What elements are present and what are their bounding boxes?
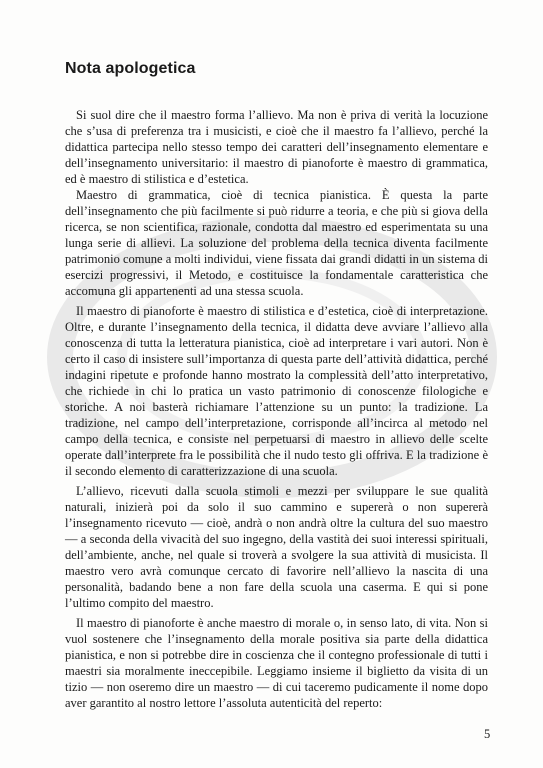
body-text [65,107,488,711]
paragraph-1: Si suol dire che il maestro forma l’allievo. Ma non è priva di verità la locuzione che s’usa di preferenza tra i musicisti, e cioè che il maestro fa l’allievo, perché la didattica partecipa nello stesso tempo dei caratteri dell’insegnamento elementare e dell’insegnamento universitario: il maestro di pianoforte è maestro di grammatica, ed è maestro di stilistica e d’estetica. [65,108,488,186]
page-title: Nota apologetica [65,60,196,77]
paragraph-4: L’allievo, ricevuti dalla scuola stimoli e mezzi per sviluppare le sue qualità naturali, inizierà poi da solo il suo cammino e supererà o non supererà l’insegnamento ricevuto — cioè, andrà o non andrà oltre la cultura del suo maestro — a seconda della vivacità del suo ingegno, della vastità dei suoi interessi spirituali, dell’ambiente, anche, nel quale si troverà a svolgere la sua attività di musicista. Il maestro vero avrà comunque cercato di favorire nell’allievo la nascita di una personalità, badando bene a non fare della scuola una caserma. E qui si pone l’ultimo compito del maestro. [65,484,488,610]
paragraph-3: Il maestro di pianoforte è maestro di stilistica e d’estetica, cioè di interpretazione. Oltre, e durante l’insegnamento della tecnica, il didatta deve avviare l’allievo alla conoscenza di tutta la letteratura pianistica, cioè ad interpretare i vari autori. Non è certo il caso di insistere sull’importanza di questa parte dell’attività didattica, perché indagini ripetute e profonde hanno mostrato la complessità dell’atto interpretativo, che richiede in chi lo pratica un vasto patrimonio di conoscenze filologiche e storiche. A noi basterà richiamare l’attenzione su un punto: la tradizione. La tradizione, nel campo dell’interpretazione, corrisponde all’incirca al metodo nel campo della tecnica, e consiste nel perpetuarsi di maestro in allievo delle scelte operate dall’interprete fra le possibilità che il nudo testo gli offriva. E la tradizione è il secondo elemento di caratterizzazione di una scuola. [65,304,488,478]
page-number: 5 [484,727,491,741]
paragraph-5: Il maestro di pianoforte è anche maestro di morale o, in senso lato, di vita. Non si vuol sostenere che l’insegnamento della morale positiva sia parte della didattica pianistica, e non si potrebbe dire in coscienza che il contegno professionale di tutti i maestri sia moralmente ineccepibile. Leggiamo insieme il biglietto da visita di un tizio — non oseremo dire un maestro — di cui taceremo pudicamente il nome dopo aver garantito al nostro lettore l’assoluta autenticità del reperto: [65,616,488,710]
paragraph-2: Maestro di grammatica, cioè di tecnica pianistica. È questa la parte dell’insegnamento che più facilmente si può ridurre a teoria, e che più si giova della ricerca, se non scientifica, razionale, condotta dal maestro ed esperimentata su una lunga serie di allievi. La soluzione del problema della tecnica diventa facilmente patrimonio comune a molti individui, viene fissata dai grandi didatti in un sistema di esercizi progressivi, il Metodo, e costituisce la fondamentale caratteristica che accomuna gli appartenenti ad una stessa scuola. [65,188,488,298]
